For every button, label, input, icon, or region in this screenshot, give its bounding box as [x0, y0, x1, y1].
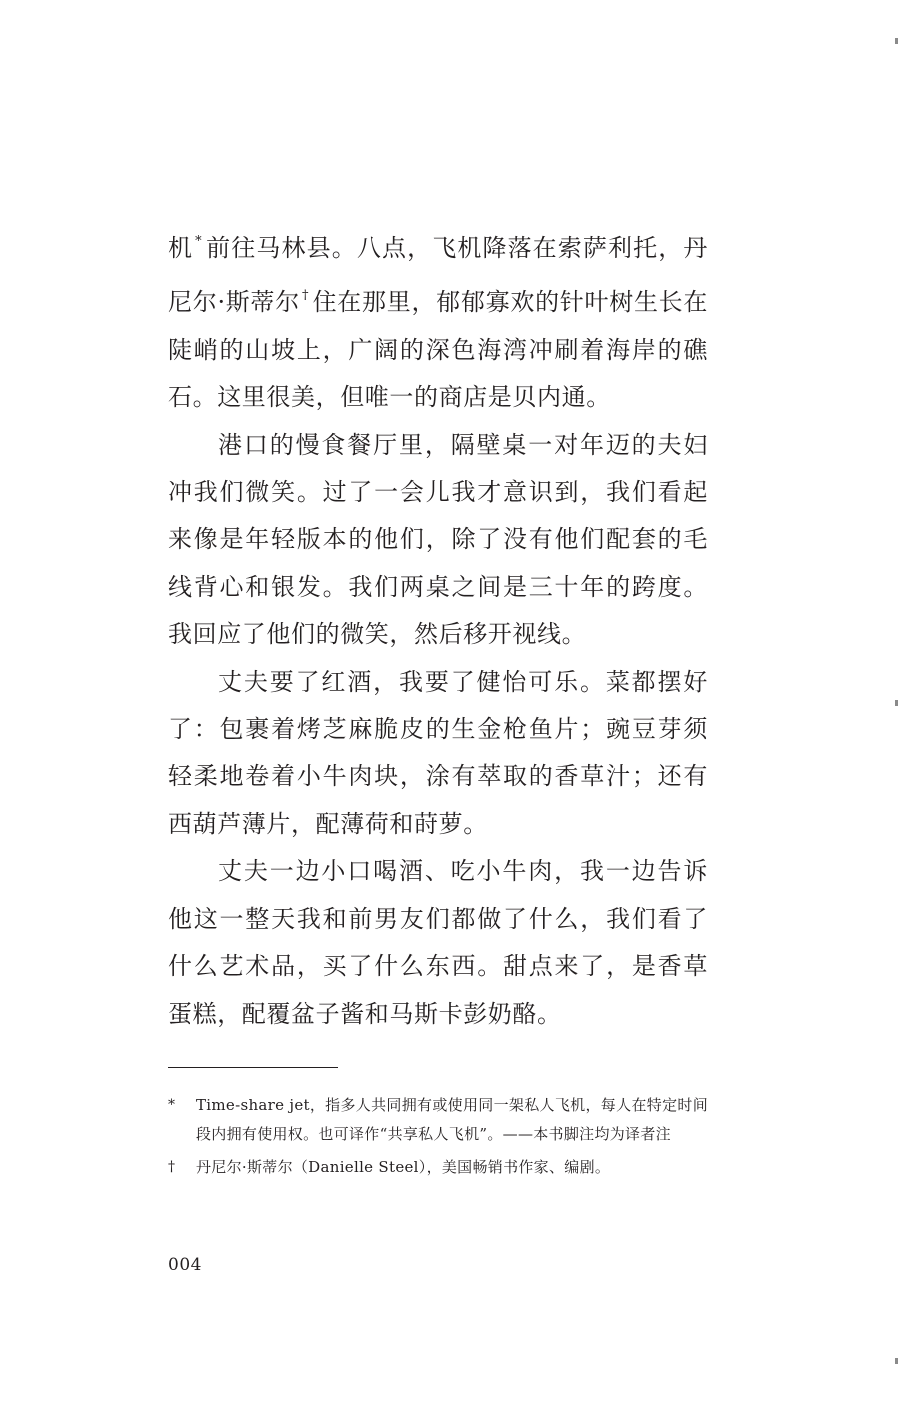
- paragraph-3: 丈夫要了红酒，我要了健怡可乐。菜都摆好了：包裹着烤芝麻脆皮的生金枪鱼片；豌豆芽须轻柔地卷着小牛肉块，涂有萃取的香草汁；还有西葫芦薄片，配薄荷和莳萝。: [168, 667, 708, 838]
- footnote-text: Time-share jet，指多人共同拥有或使用同一架私人飞机，每人在特定时间段内拥有使用权。也可译作“共享私人飞机”。——本书脚注均为译者注: [196, 1096, 708, 1143]
- paragraph-1-part-3: 住在那里，郁郁寡欢的针叶树生长在陡峭的山坡上，广阔的深色海湾冲刷着海岸的礁石。这里很美，但唯一的商店是贝内通。: [168, 288, 708, 412]
- paragraph-1: [168, 218, 708, 422]
- footnote-1: [168, 1091, 708, 1149]
- footnote-symbol: †: [168, 1159, 176, 1175]
- footnote-2: [168, 1153, 708, 1182]
- crop-mark: [895, 38, 898, 44]
- paragraph-1-part-1: 机: [168, 234, 194, 262]
- crop-mark: [895, 1358, 898, 1364]
- paragraph-1-part-2: 前往马林县。八点，飞机降落在索萨利托，丹尼尔·斯蒂尔: [168, 234, 708, 317]
- paragraph-4: 丈夫一边小口喝酒、吃小牛肉，我一边告诉他这一整天我和前男友们都做了什么，我们看了什么艺术品，买了什么东西。甜点来了，是香草蛋糕，配覆盆子酱和马斯卡彭奶酪。: [168, 857, 708, 1028]
- footnote-symbol: *: [168, 1097, 176, 1113]
- main-text: [168, 218, 708, 1038]
- crop-mark: [895, 700, 898, 706]
- paragraph-2: 港口的慢食餐厅里，隔壁桌一对年迈的夫妇冲我们微笑。过了一会儿我才意识到，我们看起来像是年轻版本的他们，除了没有他们配套的毛线背心和银发。我们两桌之间是三十年的跨度。我回应了他们的微笑，然后移开视线。: [168, 430, 708, 649]
- footnote-text: 丹尼尔·斯蒂尔（Danielle Steel），美国畅销书作家、编剧。: [196, 1158, 611, 1176]
- footnote-ref-2[interactable]: †: [301, 288, 309, 304]
- footnotes: [168, 1091, 708, 1186]
- footnote-divider: [168, 1067, 338, 1068]
- page-number: 004: [168, 1255, 202, 1275]
- footnote-ref-1[interactable]: *: [195, 234, 202, 249]
